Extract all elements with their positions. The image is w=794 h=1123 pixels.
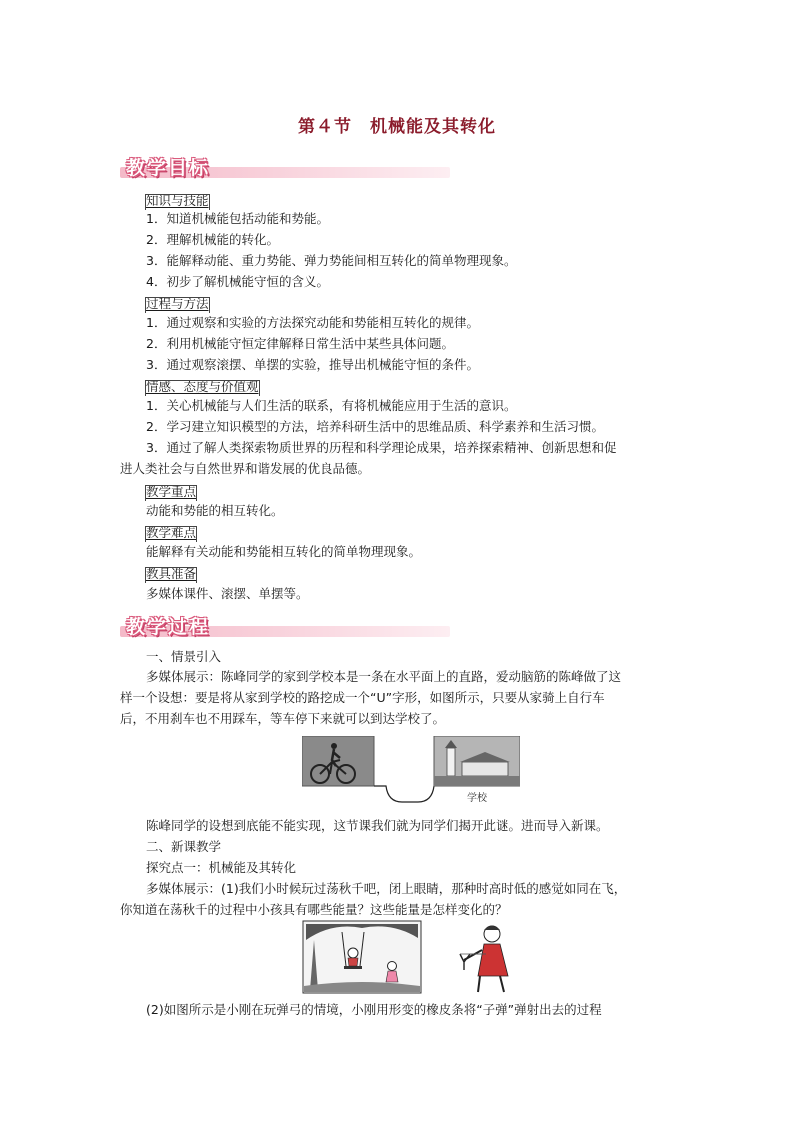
key-point-text: 动能和势能的相互转化。 xyxy=(146,503,284,518)
intro-line: 多媒体展示：陈峰同学的家到学校本是一条在水平面上的直路，爱动脑筋的陈峰做了这 xyxy=(146,669,622,684)
u-shaped-road xyxy=(374,786,434,802)
explore-line: 多媒体展示：(1)我们小时候玩过荡秋千吧，闭上眼睛，那种时高时低的感觉如同在飞， xyxy=(146,881,627,896)
u-road-illustration xyxy=(302,736,520,808)
method-item: 2．利用机械能守恒定律解释日常生活中某些具体问题。 xyxy=(146,336,454,351)
after-figure-text: 陈峰同学的设想到底能不能实现，这节课我们就为同学们揭开此谜。进而导入新课。 xyxy=(146,818,609,833)
new-lesson-heading: 二、新课教学 xyxy=(146,839,222,854)
values-item: 1．关心机械能与人们生活的联系，有将机械能应用于生活的意识。 xyxy=(146,398,517,413)
explore-heading: 探究点一：机械能及其转化 xyxy=(146,860,297,875)
figure-swing-slingshot xyxy=(302,920,532,996)
boy-body xyxy=(478,944,508,976)
subheading-knowledge: 知识与技能 xyxy=(146,193,209,208)
banner-goals-label: 教学目标 xyxy=(126,157,211,179)
child-watching xyxy=(388,962,397,971)
slingshot-line: (2)如图所示是小刚在玩弹弓的情境，小刚用形变的橡皮条将“子弹”弹射出去的过程 xyxy=(146,1002,602,1017)
swing-seat xyxy=(344,966,362,969)
lighthouse-icon xyxy=(447,748,455,776)
knowledge-item: 1．知道机械能包括动能和势能。 xyxy=(146,211,329,226)
method-item: 3．通过观察滚摆、单摆的实验，推导出机械能守恒的条件。 xyxy=(146,357,479,372)
values-item: 2．学习建立知识模型的方法，培养科研生活中的思维品质、科学素养和生活习惯。 xyxy=(146,419,604,434)
values-item: 3．通过了解人类探索物质世界的历程和科学理论成果，培养探索精神、创新思想和促 xyxy=(146,440,617,455)
difficulty-text: 能解释有关动能和势能相互转化的简单物理现象。 xyxy=(146,544,422,559)
method-item: 1．通过观察和实验的方法探究动能和势能相互转化的规律。 xyxy=(146,315,479,330)
intro-line: 后，不用刹车也不用踩车，等车停下来就可以到达学校了。 xyxy=(120,711,446,726)
figure-u-road xyxy=(302,736,520,808)
school-building-icon xyxy=(462,762,508,776)
section-banner-process xyxy=(120,612,450,638)
page-title: 第４节 机械能及其转化 xyxy=(298,117,496,137)
knowledge-item: 4．初步了解机械能守恒的含义。 xyxy=(146,274,329,289)
cyclist-head xyxy=(331,743,337,749)
section-banner-goals xyxy=(120,153,450,179)
intro-heading: 一、情景引入 xyxy=(146,649,222,664)
values-item: 进人类社会与自然世界和谐发展的优良品德。 xyxy=(120,461,371,476)
banner-process-label: 教学过程 xyxy=(126,616,211,638)
subheading-method: 过程与方法 xyxy=(146,296,209,311)
subheading-tools: 教具准备 xyxy=(146,566,197,581)
explore-line: 你知道在荡秋千的过程中小孩具有哪些能量？这些能量是怎样变化的？ xyxy=(120,902,508,917)
subheading-values: 情感、态度与价值观 xyxy=(146,379,259,394)
knowledge-item: 2．理解机械能的转化。 xyxy=(146,232,279,247)
subheading-difficulty: 教学难点 xyxy=(146,525,197,540)
knowledge-item: 3．能解释动能、重力势能、弹力势能间相互转化的简单物理现象。 xyxy=(146,253,517,268)
tools-text: 多媒体课件、滚摆、单摆等。 xyxy=(146,586,309,601)
subheading-key-point: 教学重点 xyxy=(146,484,197,499)
figure-caption-school: 学校 xyxy=(467,793,487,804)
child-on-swing xyxy=(348,948,358,958)
intro-line: 样一个设想：要是将从家到学校的路挖成一个“U”字形，如图所示，只要从家骑上自行车 xyxy=(120,690,605,705)
slingshot-icon xyxy=(460,954,470,970)
